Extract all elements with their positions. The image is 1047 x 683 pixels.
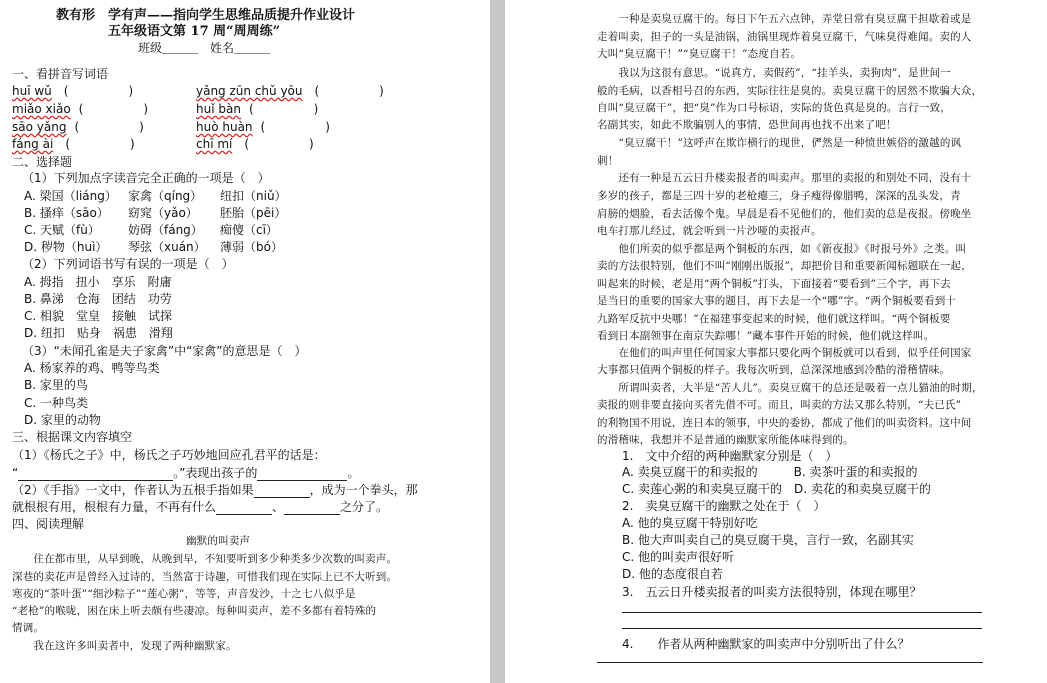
option-d-word: 薄弱（bó） xyxy=(220,240,283,254)
worksheet-title: 教有形 学有声——指向学生思维品质提升作业设计 xyxy=(56,8,356,23)
reading-line: 寒夜的“茶叶蛋”“细沙粽子”“莲心粥”，等等，声音发沙，十之七八似乎是 xyxy=(12,588,356,600)
reading-option-a: A. 他的臭豆腐干特别好吃 xyxy=(622,516,758,530)
section-1-heading: 一、看拼音写词语 xyxy=(12,67,109,81)
reading-line: 多岁的孩子，都是三四十岁的老枪瘪三，身子瘦得像腊鸭，深深的乱头发，青 xyxy=(597,190,961,202)
reading-line: 是当日的重要的国家大事的题目，再下去是一个“哪”字。“两个铜板要看到十 xyxy=(597,295,957,307)
option-c: C. 天赋（fù） xyxy=(24,223,100,237)
option-c-word: 妨碍（fáng） xyxy=(128,223,203,237)
option-b: B. 鼻涕 仓海 团结 功劳 xyxy=(24,292,172,306)
left-page xyxy=(0,0,490,683)
reading-line: 的滑稽味，我想并不是普通的幽默家所能体味得到的。 xyxy=(597,434,854,446)
reading-line: 住在都市里，从早到晚，从晚到早，不知要听到多少种类多少次数的叫卖声。 xyxy=(12,553,398,565)
reading-question-2: 2. 卖臭豆腐干的幽默之处在于（ ） xyxy=(622,499,826,513)
option-a: A. 拇指 扭小 享乐 附庸 xyxy=(24,275,172,289)
reading-line: 还有一种是五云日升楼卖报者的叫卖声。那里的卖报的和别处不同，没有十 xyxy=(597,172,972,184)
section-2-heading: 二、选择题 xyxy=(12,155,73,169)
option-b-word: 窈窕（yǎo） xyxy=(128,206,198,220)
answer-line[interactable] xyxy=(622,612,982,613)
question-1: （1）下列加点字读音完全正确的一项是（ ） xyxy=(22,171,270,185)
pinyin-item: chī mí ( ) xyxy=(196,137,314,151)
question-2: （2）下列词语书写有误的一项是（ ） xyxy=(22,257,234,271)
option-a: A. 梁国（liáng） xyxy=(24,189,117,203)
option-c: C. 一种鸟类 xyxy=(24,396,89,410)
reading-line: 的利物国不用说，连日本的领事，中央的委协，都成了他们的叫卖资料。这中间 xyxy=(597,417,972,429)
section-4-heading: 四、阅读理解 xyxy=(12,517,85,531)
pinyin-item: sāo yǎng ( ) xyxy=(12,120,144,134)
option-c: C. 相貌 堂皇 接触 试探 xyxy=(24,309,173,323)
question-3: （3）“未闻孔雀是夫子家禽”中“家禽”的意思是（ ） xyxy=(22,344,307,358)
reading-line: 走着叫卖，担子的一头是油锅，油锅里现炸着臭豆腐干，气味臭得难闻。卖的人 xyxy=(597,31,972,43)
reading-line: 他们所卖的似乎都是两个铜板的东西，如《新夜报》《时报号外》之类。叫 xyxy=(597,243,967,255)
reading-option-d: D. 他的态度很自若 xyxy=(622,567,723,581)
reading-line: 自叫“臭豆腐干”，把“臭”作为口号标语，实际的货色真是臭的。言行一致， xyxy=(597,102,951,114)
worksheet-subtitle: 五年级语文第 17 周“周周练” xyxy=(108,24,281,39)
reading-question-4: 4. 作者从两种幽默家的叫卖声中分别听出了什么？ xyxy=(622,637,910,651)
option-c-word: 痴傻（cī） xyxy=(220,223,278,237)
reading-line: “老枪”的喉咙，困在床上听去颇有些凄凉。每种叫卖声，差不多都有着特殊的 xyxy=(12,605,377,617)
reading-line: 我在这许多叫卖者中，发现了两种幽默家。 xyxy=(12,640,237,652)
answer-blank[interactable] xyxy=(257,468,347,481)
section-3-heading: 三、根据课文内容填空 xyxy=(12,430,133,444)
fill-question-2: （2）《手指》一文中，作者认为五根手指如果 ，成为一个拳头，那 xyxy=(12,483,418,497)
reading-line: 我以为这很有意思。“说真方，卖假药”，“挂羊头，卖狗肉”，是世间一 xyxy=(597,67,951,79)
reading-option-ab: A. 卖臭豆腐干的和卖报的 B. 卖茶叶蛋的和卖报的 xyxy=(622,465,918,479)
reading-option-cd: C. 卖莲心粥的和卖臭豆腐干的 D. 卖花的和卖臭豆腐干的 xyxy=(622,482,931,496)
reading-line: 叫起来的时候，老是用“两个铜板”打头，下面接着“要看到”三个字，再下去 xyxy=(597,278,951,290)
option-d: D. 纽扣 贴身 祸患 滑翔 xyxy=(24,326,173,340)
pinyin-item: huò huàn ( ) xyxy=(196,120,330,134)
pinyin-item: yǎng zūn chǔ yōu ( ) xyxy=(196,84,384,98)
option-d: D. 家里的动物 xyxy=(24,413,101,427)
option-d: D. 秽物（huì） xyxy=(24,240,108,254)
pinyin-item: huǐ bàn ( ) xyxy=(196,102,319,116)
reading-line: 深巷的卖花声是曾经入过诗的，当然富于诗趣，可惜我们现在实际上已不大听到。 xyxy=(12,571,398,583)
fill-question-1-answer: “ 。”表现出孩子的 。 xyxy=(12,466,360,480)
reading-line: 在他们的叫声里任何国家大事都只要化两个铜板就可以看到，似乎任何国家 xyxy=(597,347,972,359)
fill-question-2-cont: 就根根有用，根根有力量，不再有什么 、 之分了。 xyxy=(12,500,389,514)
pinyin-item: miǎo xiǎo ( ) xyxy=(12,102,149,116)
reading-option-b: B. 他大声叫卖自己的臭豆腐干臭，言行一致，名副其实 xyxy=(622,533,914,547)
reading-line: 肩膀的烟脸，看去活像个鬼。早晨是看不见他们的，他们卖的总是夜报。傍晚坐 xyxy=(597,208,972,220)
reading-question-3: 3. 五云日升楼卖报者的叫卖方法很特别，体现在哪里？ xyxy=(622,585,922,599)
answer-line[interactable] xyxy=(597,662,983,663)
pinyin-item: huī wǔ ( ) xyxy=(12,84,134,98)
reading-line: “臭豆腐干！”这呼声在欺诈横行的现世，俨然是一种愤世嫉俗的激越的讽 xyxy=(597,137,962,149)
reading-line: 一种是卖臭豆腐干的。每日下午五六点钟，弄堂日常有臭豆腐干担歇着或是 xyxy=(597,13,972,25)
option-d-word: 琴弦（xuán） xyxy=(128,240,206,254)
reading-line: 大叫“臭豆腐干！”“臭豆腐干！”态度自若。 xyxy=(597,48,802,60)
answer-blank[interactable] xyxy=(254,485,310,498)
reading-line: 卖报的则非要直接向买者先借不可。而且，叫卖的方法又那么特别，“夫已氏” xyxy=(597,399,962,411)
reading-line: 刺！ xyxy=(597,155,619,167)
answer-blank[interactable] xyxy=(284,502,340,515)
reading-line: 所谓叫卖者，大半是“苦人儿”。卖臭豆腐干的总还是吸着一点儿猫油的时期， xyxy=(597,382,983,394)
reading-line: 九路军反抗中央哪！”在福建事变起来的时候，他们就这样叫。“两个铜板要 xyxy=(597,313,951,325)
option-b-word: 胚胎（pēi） xyxy=(220,206,287,220)
pinyin-item: fáng ài ( ) xyxy=(12,137,135,151)
answer-blank[interactable] xyxy=(216,502,272,515)
option-b: B. 家里的鸟 xyxy=(24,378,88,392)
reading-line: 般的毛病，以香相号召的东西，实际往往是臭的。卖臭豆腐干的居然不欺骗大众， xyxy=(597,85,983,97)
class-name-field: 班级＿＿＿ 姓名＿＿＿ xyxy=(138,41,271,55)
reading-line: 大事都只值两个铜板的样子。我每次听到，总深深地感到冷酷的滑稽情味。 xyxy=(597,364,951,376)
option-a-word: 家禽（qíng） xyxy=(128,189,203,203)
fill-question-1: （1）《杨氏之子》中，杨氏之子巧妙地回应孔君平的话是： xyxy=(12,448,326,462)
option-a-word: 纽扣（niǔ） xyxy=(220,189,287,203)
reading-line: 名副其实，如此不欺骗别人的事情，恐世间再也找不出来了吧！ xyxy=(597,119,897,131)
option-b: B. 搔痒（sāo） xyxy=(24,206,109,220)
reading-title: 幽默的叫卖声 xyxy=(186,535,251,547)
right-page xyxy=(505,0,1047,683)
reading-line: 卖的方法很特别，他们不叫“刚刚出版报”，却把价目和重要新闻标题联在一起， xyxy=(597,260,972,272)
reading-question-1: 1. 文中介绍的两种幽默家分别是（ ） xyxy=(622,449,838,463)
reading-line: 情调。 xyxy=(12,622,45,634)
answer-blank[interactable] xyxy=(18,468,173,481)
answer-line[interactable] xyxy=(622,628,982,629)
reading-line: 看到日本副领事在南京失踪哪！”藏本事件开始的时候，他们就这样叫。 xyxy=(597,330,935,342)
reading-option-c: C. 他的叫卖声很好听 xyxy=(622,550,735,564)
option-a: A. 杨家养的鸡、鸭等鸟类 xyxy=(24,361,160,375)
reading-line: 电车打那儿经过，就会听到一片沙哑的卖报声。 xyxy=(597,225,822,237)
